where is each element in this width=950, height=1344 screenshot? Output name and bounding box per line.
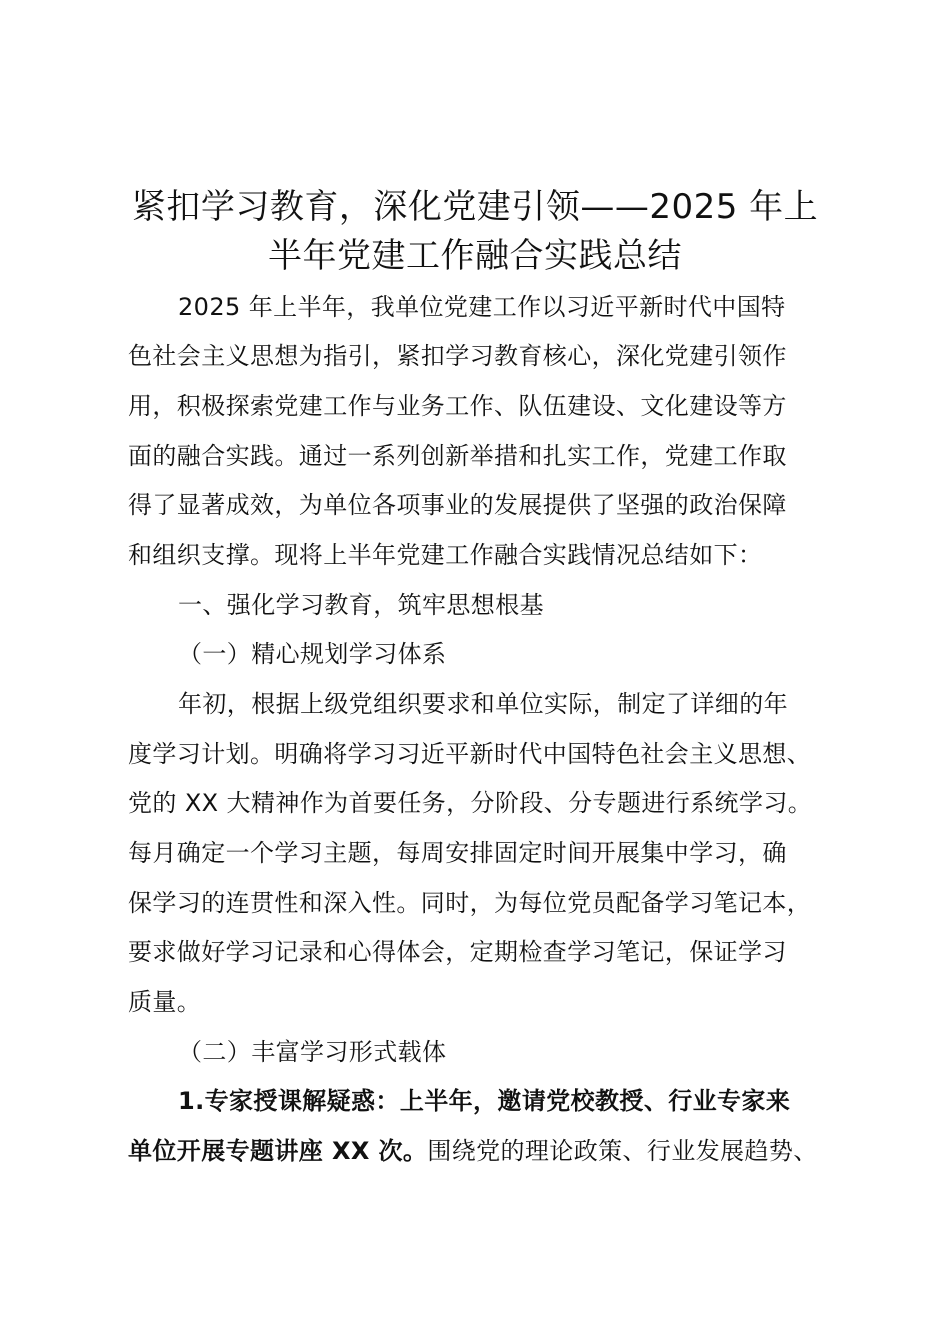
- subsection-heading-1: （一）精心规划学习体系: [178, 640, 447, 668]
- intro-line-6: 和组织支撑。现将上半年党建工作融合实践情况总结如下：: [128, 541, 763, 569]
- para2-line-2-rest: 围绕党的理论政策、行业发展趋势、: [427, 1137, 818, 1165]
- intro-line-3: 用，积极探索党建工作与业务工作、队伍建设、文化建设等方: [128, 392, 787, 420]
- para1-line-1: 年初，根据上级党组织要求和单位实际，制定了详细的年: [178, 690, 788, 718]
- intro-line-4: 面的融合实践。通过一系列创新举措和扎实工作，党建工作取: [128, 442, 787, 470]
- intro-line-2: 色社会主义思想为指引，紧扣学习教育核心，深化党建引领作: [128, 342, 787, 370]
- para1-line-3: 党的 XX 大精神作为首要任务，分阶段、分专题进行系统学习。: [128, 789, 813, 817]
- subsection-heading-2: （二）丰富学习形式载体: [178, 1038, 447, 1066]
- para1-line-6: 要求做好学习记录和心得体会，定期检查学习笔记，保证学习: [128, 938, 787, 966]
- para2-line-2: [128, 1134, 818, 1168]
- para1-line-4: 每月确定一个学习主题，每周安排固定时间开展集中学习，确: [128, 839, 787, 867]
- intro-line-5: 得了显著成效，为单位各项事业的发展提供了坚强的政治保障: [128, 491, 787, 519]
- para1-line-2: 度学习计划。明确将学习习近平新时代中国特色社会主义思想、: [128, 740, 812, 768]
- para1-line-5: 保学习的连贯性和深入性。同时，为每位党员配备学习笔记本，: [128, 889, 812, 917]
- document-title-line-2: 半年党建工作融合实践总结: [268, 236, 682, 276]
- intro-line-1: 2025 年上半年，我单位党建工作以习近平新时代中国特: [178, 293, 786, 321]
- document-title-line-1: 紧扣学习教育，深化党建引领——2025 年上: [131, 187, 819, 227]
- para1-line-7: 质量。: [128, 988, 202, 1016]
- para2-line-2-bold: 单位开展专题讲座 XX 次。: [128, 1137, 428, 1165]
- para2-line-1-bold: 1.专家授课解疑惑：上半年，邀请党校教授、行业专家来: [178, 1087, 791, 1115]
- section-heading-1: 一、强化学习教育，筑牢思想根基: [178, 591, 544, 619]
